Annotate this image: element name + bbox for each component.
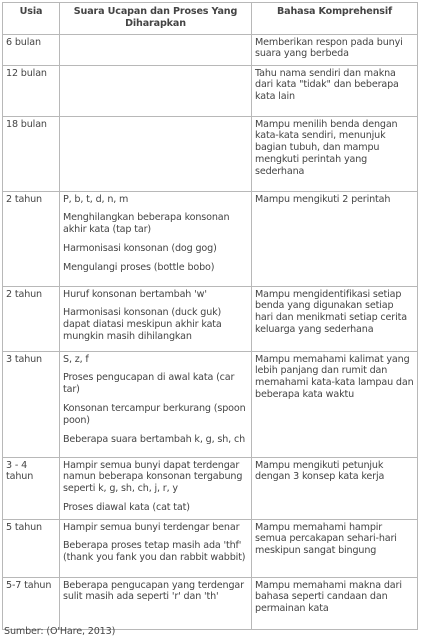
table-row xyxy=(3,65,418,116)
language-cell: Mampu menilih benda dengan kata-kata sendiri, menunjuk bagian tubuh, dan mampu mengkuti perintah yang sederhana xyxy=(252,116,418,191)
table-row xyxy=(3,577,418,629)
source-citation: Sumber: (O'Hare, 2013) xyxy=(4,626,116,637)
development-table xyxy=(2,2,418,630)
age-cell: 2 tahun xyxy=(3,191,60,286)
language-cell: Mampu mengikuti petunjuk dengan 3 konsep kata kerja xyxy=(252,457,418,519)
table-row xyxy=(3,519,418,577)
language-cell: Mampu memahami makna dari bahasa seperti candaan dan permainan kata xyxy=(252,577,418,629)
speech-item: Beberapa pengucapan yang terdengar sulit masih ada seperti 'r' dan 'th' xyxy=(63,579,244,603)
speech-cell xyxy=(60,191,252,286)
speech-item: S, z, f xyxy=(63,353,89,365)
age-cell: 12 bulan xyxy=(3,65,60,116)
language-cell: Mampu mengidentifikasi setiap benda yang digunakan setiap hari dan menikmati setiap cerita keluarga yang sederhana xyxy=(252,286,418,351)
speech-cell xyxy=(60,351,252,457)
speech-cell xyxy=(60,457,252,519)
table-body xyxy=(3,34,418,629)
age-cell: 3 tahun xyxy=(3,351,60,457)
language-cell: Mampu memahami kalimat yang lebih panjang dan rumit dan memahami kata-kata lampau dan beberapa kata waktu xyxy=(252,351,418,457)
speech-item: Hampir semua bunyi terdengar benar xyxy=(63,521,240,533)
speech-item: Beberapa proses tetap masih ada 'thf' (thank you fank you dan rabbit wabbit) xyxy=(63,540,246,564)
age-cell: 3 - 4 tahun xyxy=(3,457,60,519)
table-row xyxy=(3,457,418,519)
table-row xyxy=(3,286,418,351)
table-row xyxy=(3,34,418,65)
speech-item: Proses pengucapan di awal kata (car tar) xyxy=(63,372,235,396)
header-speech: Suara Ucapan dan Proses Yang Diharapkan xyxy=(60,3,252,35)
age-cell: 2 tahun xyxy=(3,286,60,351)
table-row xyxy=(3,191,418,286)
age-cell: 5-7 tahun xyxy=(3,577,60,629)
table-header-row xyxy=(3,3,418,35)
speech-item: Proses diawal kata (cat tat) xyxy=(63,501,190,513)
speech-item: Hampir semua bunyi dapat terdengar namun beberapa konsonan tergabung seperti k, g, sh, ch, j, r, y xyxy=(63,459,243,495)
speech-cell xyxy=(60,116,252,191)
language-cell: Mampu memahami hampir semua percakapan sehari-hari meskipun sangat bingung xyxy=(252,519,418,577)
language-cell: Tahu nama sendiri dan makna dari kata "tidak" dan beberapa kata lain xyxy=(252,65,418,116)
speech-item: Mengulangi proses (bottle bobo) xyxy=(63,261,215,273)
age-cell: 5 tahun xyxy=(3,519,60,577)
speech-cell xyxy=(60,519,252,577)
speech-cell xyxy=(60,286,252,351)
header-language: Bahasa Komprehensif xyxy=(252,3,418,35)
speech-item: P, b, t, d, n, m xyxy=(63,193,129,205)
age-cell: 6 bulan xyxy=(3,34,60,65)
header-age: Usia xyxy=(3,3,60,35)
speech-item: Huruf konsonan bertambah 'w' xyxy=(63,288,207,300)
speech-item: Harmonisasi konsonan (duck guk) dapat diatasi meskipun akhir kata mungkin masih dihilangkan xyxy=(63,307,222,342)
age-cell: 18 bulan xyxy=(3,116,60,191)
speech-cell xyxy=(60,577,252,629)
language-cell: Memberikan respon pada bunyi suara yang berbeda xyxy=(252,34,418,65)
table-row xyxy=(3,351,418,457)
speech-item: Harmonisasi konsonan (dog gog) xyxy=(63,242,217,254)
speech-item: Menghilangkan beberapa konsonan akhir kata (tap tar) xyxy=(63,212,230,236)
speech-cell xyxy=(60,34,252,65)
speech-cell xyxy=(60,65,252,116)
speech-item: Konsonan tercampur berkurang (spoon poon) xyxy=(63,402,246,426)
speech-item: Beberapa suara bertambah k, g, sh, ch xyxy=(63,433,245,445)
language-cell: Mampu mengikuti 2 perintah xyxy=(252,191,418,286)
table-row xyxy=(3,116,418,191)
